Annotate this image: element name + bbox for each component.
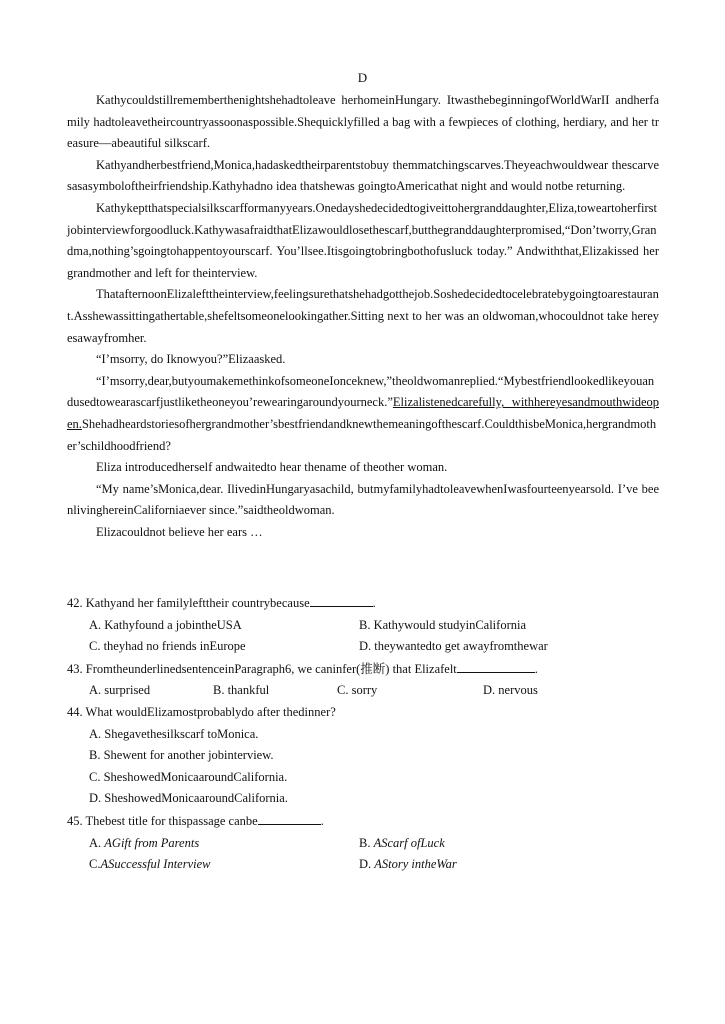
- option-a: A. surprised: [89, 683, 151, 698]
- question-42-stem: 42. Kathyand her familylefttheir countrybecause .: [67, 592, 667, 615]
- paragraph-6-text-end: Shehadheardstoriesofhergrandmother’sbestfriendandknewthemeaningofthescarf.CouldthisbeMonica,hergrandmother’schildhoodfriend?: [67, 416, 657, 453]
- paragraph-6-text: “I’msorry,dear,butyoumakemethinkofsomeoneIonceknew,”theoldwomanreplied.“Mybestfriendlookedlikeyouandusedtowearascarfjustliketheoneyou’rewearingaroundyourneck.”: [67, 373, 655, 410]
- passage-label: D: [357, 70, 368, 85]
- option-b: B. AScarf ofLuck: [359, 835, 445, 850]
- option-d: D. AStory intheWar: [359, 857, 457, 872]
- option-c: C.ASuccessful Interview: [89, 857, 211, 872]
- paragraph-3: Kathykeptthatspecialsilkscarfformanyyears.Onedayshedecidedtogiveittohergranddaughter,Eliza,toweartoherfirstjobinterviewforgoodluck.KathywasafraidthatElizawouldlosethescarf,butthegranddaughterpromised,“Don’tworry,Grandma,nothing’sgoingtohappentoyourscarf. You’llsee.Itisgoingtobringbothofusluck today.” Andwiththat,Elizakissed her grandmother and left for theinterview.: [67, 200, 659, 280]
- question-45-options-row: [67, 854, 667, 876]
- question-43-options-row: [67, 680, 667, 702]
- paragraph-7: Eliza introducedherself andwaitedto hear thename of theother woman.: [96, 460, 448, 475]
- answer-blank: [258, 810, 321, 825]
- option-a: A. Kathyfound a jobintheUSA: [89, 617, 242, 632]
- paragraph-8: “My name’sMonica,dear. IlivedinHungaryasachild, butmyfamilyhadtoleavewhenIwasfourteenyearsold. I’ve beenlivinghereinCaliforniaever since.”saidtheoldwoman.: [67, 481, 659, 518]
- question-45-options-row: [67, 833, 667, 855]
- paragraph-5: “I’msorry, do Iknowyou?”Elizaasked.: [96, 352, 286, 367]
- question-45-stem: 45. Thebest title for thispassage canbe .: [67, 810, 667, 833]
- question-44-stem: 44. What wouldElizamostprobablydo after thedinner?: [67, 704, 336, 719]
- option-c: C. SheshowedMonicaaroundCalifornia.: [89, 769, 288, 784]
- question-42-options-row: [67, 615, 667, 637]
- option-b: B. thankful: [213, 683, 270, 698]
- option-d: D. SheshowedMonicaaroundCalifornia.: [89, 791, 288, 806]
- paragraph-4: ThatafternoonElizalefttheinterview,feelingsurethatshehadgotthejob.Soshedecidedtocelebratebygoingtoarestaurant.Asshewassittingathertable,shefeltsomeonelookingather.Sitting next to her was an oldwoman,whocouldnot take hereyesawayfromher.: [67, 287, 659, 345]
- question-43-stem: 43. FromtheunderlinedsentenceinParagraph6, we caninfer(推断) that Elizafelt .: [67, 658, 667, 681]
- paragraph-1: Kathycouldstillrememberthenightshehadtoleave herhomeinHungary. ItwasthebeginningofWorldWarII andherfamily hadtoleavetheircountryassoonaspossible.Shequicklyfilled a bag with a fewpieces of clothing, herdiary, and her treasure—abeautiful silkscarf.: [67, 93, 659, 151]
- answer-blank: [457, 658, 535, 673]
- option-a: A. Shegavethesilkscarf toMonica.: [89, 726, 259, 741]
- option-b: B. Kathywould studyinCalifornia: [359, 617, 526, 632]
- underlined-sentence: Elizalistenedcarefully, withhereyesandmouthwideopen.: [67, 395, 659, 431]
- option-d: D. nervous: [483, 683, 538, 698]
- option-b: B. Shewent for another jobinterview.: [89, 748, 274, 763]
- reading-passage: [67, 90, 659, 543]
- paragraph-6: [67, 371, 659, 457]
- paragraph-2: Kathyandherbestfriend,Monica,hadaskedtheirparentstobuy themmatchingscarves.Theyeachwouldwear thescarvesasasymboloftheirfriendship.Kathyhadno idea thatshewas goingtoAmericathat night and would notbe returning.: [67, 157, 659, 194]
- option-a: A. AGift from Parents: [89, 835, 200, 850]
- option-d: D. theywantedto get awayfromthewar: [359, 639, 548, 654]
- question-42-options-row: [67, 636, 667, 658]
- questions-section: [67, 592, 667, 876]
- option-c: C. sorry: [337, 683, 378, 698]
- answer-blank: [310, 592, 373, 607]
- paragraph-9: Elizacouldnot believe her ears …: [96, 524, 263, 539]
- option-c: C. theyhad no friends inEurope: [89, 639, 246, 654]
